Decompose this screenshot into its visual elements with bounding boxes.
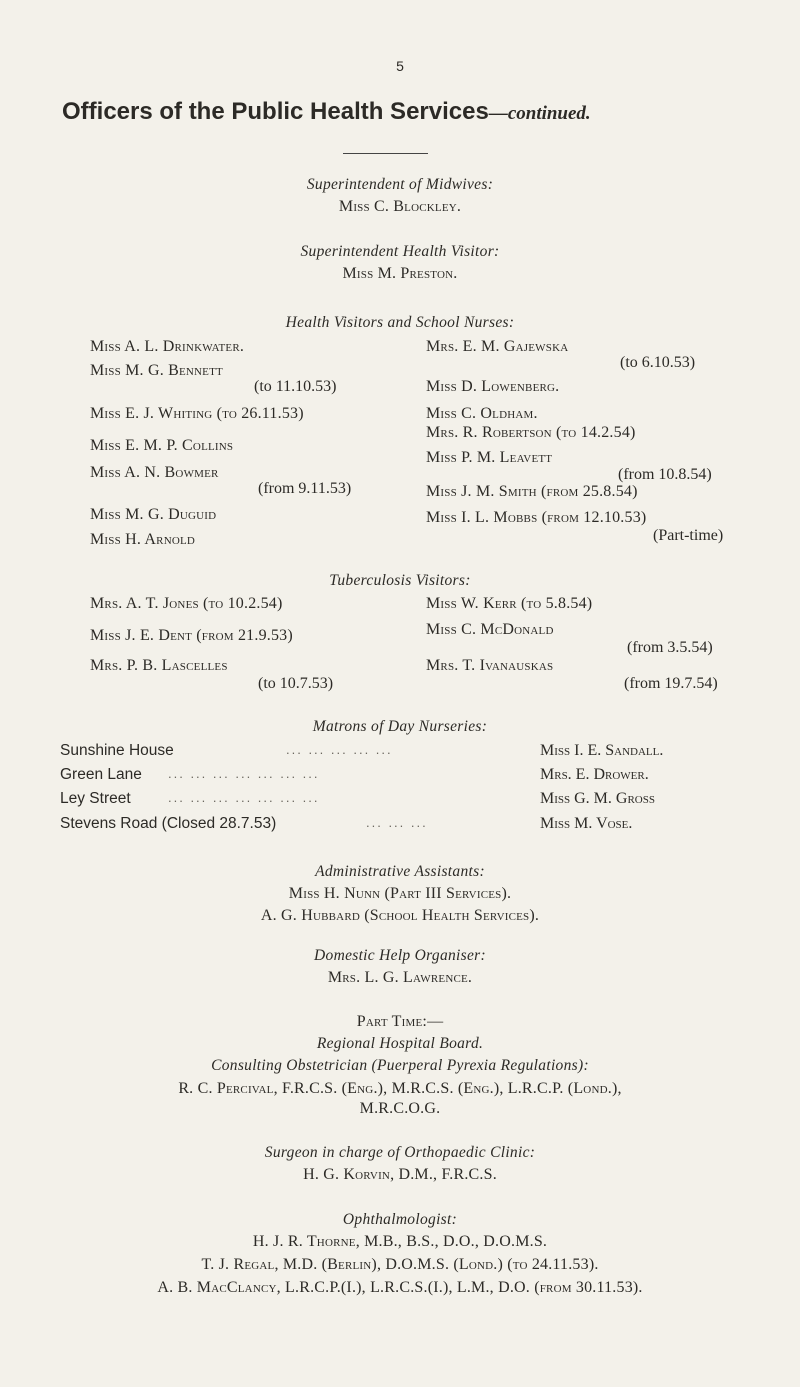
hv-right-item: (to 6.10.53) — [620, 354, 696, 371]
hv-left-item: Miss H. Arnold — [90, 531, 196, 548]
tb-right-item: Mrs. T. Ivanauskas — [426, 657, 554, 674]
domestic-name: Mrs. L. G. Lawrence. — [327, 969, 473, 986]
hv-right-item: (Part-time) — [653, 527, 724, 544]
hv-left-item: (from 9.11.53) — [258, 480, 352, 497]
continued-text: —continued. — [488, 103, 591, 124]
admin-line: Miss H. Nunn (Part III Services). — [288, 885, 512, 902]
ophth-line: T. J. Regal, M.D. (Berlin), D.O.M.S. (Lond.) (to 24.11.53). — [201, 1256, 599, 1273]
nursery-matron: Mrs. E. Drower. — [540, 766, 649, 783]
ortho-name: H. G. Korvin, D.M., F.R.C.S. — [303, 1166, 497, 1183]
leader-dots: ... ... ... ... ... ... ... — [168, 790, 320, 805]
nurseries-title: Matrons of Day Nurseries: — [312, 718, 488, 735]
ophth-line: A. B. MacClancy, L.R.C.P.(I.), L.R.C.S.(I.), L.M., D.O. (from 30.11.53). — [157, 1279, 643, 1296]
leader-dots: ... ... ... ... ... — [286, 742, 393, 757]
nursery-matron: Miss I. E. Sandall. — [540, 742, 664, 759]
hv-left-item: (to 11.10.53) — [254, 378, 337, 395]
tb-right-item: (from 19.7.54) — [624, 675, 718, 692]
hv-right-item: Mrs. E. M. Gajewska — [426, 338, 569, 355]
ophth-title: Ophthalmologist: — [342, 1211, 458, 1228]
title-text: Officers of the Public Health Services — [62, 98, 489, 125]
nursery-row — [60, 815, 760, 837]
hv-left-item: Miss E. M. P. Collins — [90, 437, 234, 454]
domestic-title: Domestic Help Organiser: — [314, 947, 486, 964]
hv-right-item: Miss C. Oldham. — [426, 405, 538, 422]
nursery-matron: Miss G. M. Gross — [540, 790, 655, 807]
nursery-row — [60, 790, 760, 812]
hv-right-item: Mrs. R. Robertson (to 14.2.54) — [426, 424, 636, 441]
part-time-label: Part Time:— — [356, 1013, 444, 1030]
hv-right-item: Miss J. M. Smith (from 25.8.54) — [426, 483, 638, 500]
tb-left-item: Mrs. A. T. Jones (to 10.2.54) — [90, 595, 283, 612]
nursery-place: Stevens Road (Closed 28.7.53) — [60, 815, 277, 832]
nursery-row — [60, 742, 760, 764]
hv-left-item: Miss E. J. Whiting (to 26.11.53) — [90, 405, 304, 422]
nursery-place: Green Lane — [60, 766, 142, 783]
hv-left-item: Miss M. G. Duguid — [90, 506, 217, 523]
health-visitor-name: Miss M. Preston. — [342, 265, 458, 282]
health-visitor-title: Superintendent Health Visitor: — [300, 243, 500, 260]
hv-left-item: Miss A. L. Drinkwater. — [90, 338, 245, 355]
obstetrician-line: M.R.C.O.G. — [359, 1100, 441, 1117]
nursery-place: Sunshine House — [60, 742, 174, 759]
obstetrician-title: Consulting Obstetrician (Puerperal Pyrexia Regulations): — [211, 1057, 589, 1074]
nursery-row — [60, 766, 760, 788]
ophth-line: H. J. R. Thorne, M.B., B.S., D.O., D.O.M.S. — [252, 1233, 548, 1250]
nursery-matron: Miss M. Vose. — [540, 815, 633, 832]
leader-dots: ... ... ... — [366, 815, 428, 830]
tb-left-item: Miss J. E. Dent (from 21.9.53) — [90, 627, 293, 644]
title-divider — [343, 153, 428, 154]
tb-title: Tuberculosis Visitors: — [329, 572, 471, 589]
hv-right-item: Miss D. Lowenberg. — [426, 378, 560, 395]
ortho-title: Surgeon in charge of Orthopaedic Clinic: — [264, 1144, 536, 1161]
tb-right-item: Miss W. Kerr (to 5.8.54) — [426, 595, 593, 612]
regional-board: Regional Hospital Board. — [316, 1035, 484, 1052]
hv-school-title: Health Visitors and School Nurses: — [285, 314, 515, 331]
hv-right-item: Miss I. L. Mobbs (from 12.10.53) — [426, 509, 647, 526]
tb-left-item: Mrs. P. B. Lascelles — [90, 657, 228, 674]
page-title — [62, 98, 591, 126]
leader-dots: ... ... ... ... ... ... ... — [168, 766, 320, 781]
obstetrician-line: R. C. Percival, F.R.C.S. (Eng.), M.R.C.S. (Eng.), L.R.C.P. (Lond.), — [178, 1080, 622, 1097]
midwives-name: Miss C. Blockley. — [338, 198, 462, 215]
tb-right-item: Miss C. McDonald — [426, 621, 554, 638]
nursery-place: Ley Street — [60, 790, 131, 807]
tb-left-item: (to 10.7.53) — [258, 675, 334, 692]
page-number: 5 — [396, 58, 404, 74]
tb-right-item: (from 3.5.54) — [627, 639, 713, 656]
midwives-title: Superintendent of Midwives: — [306, 176, 494, 193]
admin-title: Administrative Assistants: — [315, 863, 485, 880]
hv-left-item: Miss A. N. Bowmer — [90, 464, 219, 481]
admin-line: A. G. Hubbard (School Health Services). — [260, 907, 540, 924]
hv-right-item: (from 10.8.54) — [618, 466, 712, 483]
hv-right-item: Miss P. M. Leavett — [426, 449, 553, 466]
hv-left-item: Miss M. G. Bennett — [90, 362, 223, 379]
